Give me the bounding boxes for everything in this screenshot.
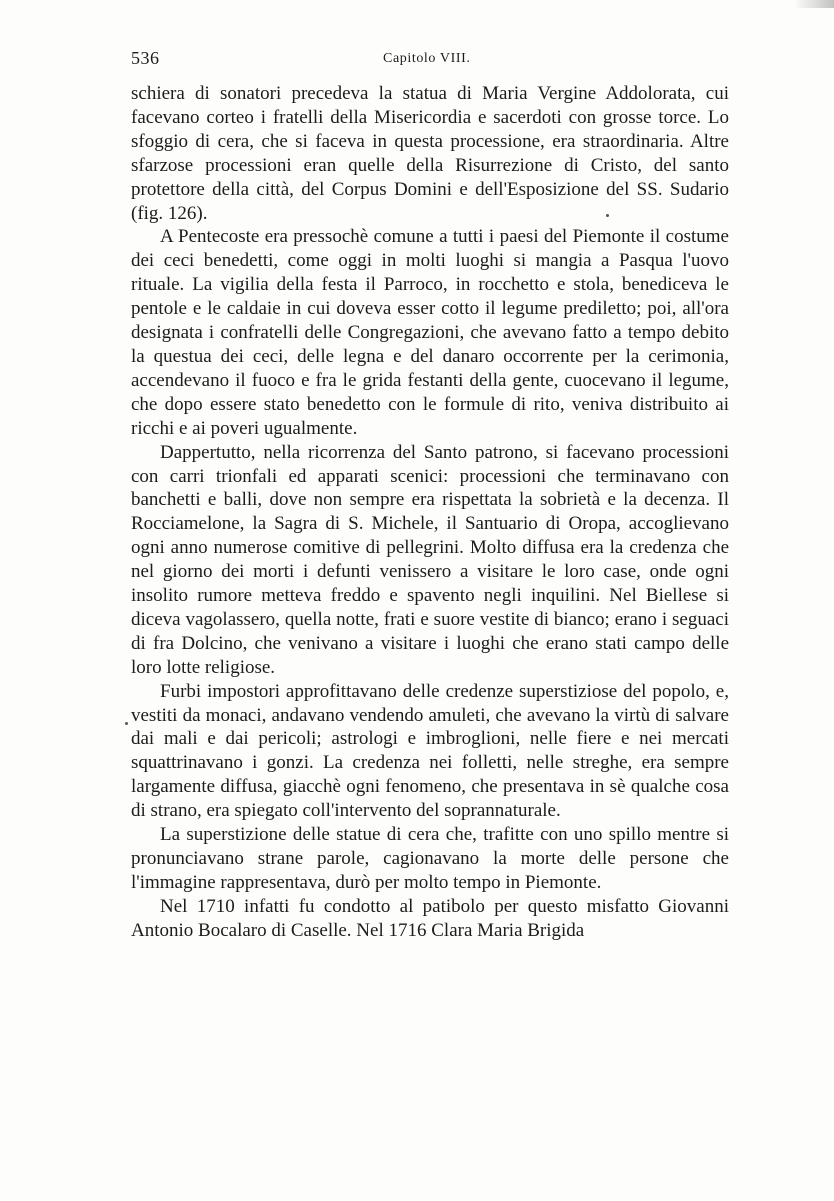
paragraph-2: A Pentecoste era pressochè comune a tutti i paesi del Piemonte il costume dei ceci benedetti, come oggi in molti luoghi si mangia a Pasqua l'uovo rituale. La vigilia della festa il Parroco, in rocchetto e stola, benediceva le pentole e le caldaie in cui doveva esser cotto il legume prediletto; poi, all'ora designata i confratelli delle Congregazioni, che avevano fatto a tempo debito la questua dei ceci, delle legna e del danaro occorrente per la cerimonia, accendevano il fuoco e fra le grida festanti della gente, cuocevano il legume, che dopo essere stato benedetto con le formule di rito, veniva distribuito ai ricchi e ai poveri ugualmente.: [131, 226, 729, 439]
page-number: 536: [131, 48, 160, 68]
speck-mark: [125, 722, 128, 725]
paragraph-1: schiera di sonatori precedeva la statua di Maria Vergine Addolorata, cui facevano corteo i fratelli della Misericordia e sacerdoti con grosse torce. Lo sfoggio di cera, che si faceva in questa processione, era straordinaria. Altre sfarzose processioni eran quelle della Risurrezione di Cristo, del santo protettore della città, del Corpus Domini e dell'Esposizione del SS. Sudario (fig. 126).: [131, 83, 729, 224]
body-text: [131, 82, 729, 943]
page-header: [131, 48, 729, 72]
paragraph-4: Furbi impostori approfittavano delle credenze superstiziose del popolo, e, vestiti da monaci, andavano vendendo amuleti, che avevano la virtù di salvare dai mali e dai pericoli; astrologi e imbroglioni, nelle fiere e nei mercati squattrinavano i gonzi. La credenza nei folletti, nelle streghe, era sempre largamente diffusa, giacchè ogni fenomeno, che presentava in sè qualche cosa di strano, era spiegato coll'intervento del soprannaturale.: [131, 680, 729, 822]
paragraph-5: La superstizione delle statue di cera che, trafitte con uno spillo mentre si pronunciavano strane parole, cagionavano la morte delle persone che l'immagine rappresentava, durò per molto tempo in Piemonte.: [131, 824, 729, 893]
scan-edge-mark: [794, 0, 834, 8]
running-head: Capitolo VIII.: [383, 51, 471, 66]
paragraph-3: Dappertutto, nella ricorrenza del Santo patrono, si facevano processioni con carri trionfali ed apparati scenici: processioni che terminavano con banchetti e balli, dove non sempre era rispettata la sobrietà e la decenza. Il Rocciamelone, la Sagra di S. Michele, il Santuario di Oropa, accoglievano ogni anno numerose comitive di pellegrini. Molto diffusa era la credenza che nel giorno dei morti i defunti venissero a visitare le loro case, onde ogni insolito rumore metteva freddo e spavento negli inquilini. Nel Biellese si diceva vagolassero, quella notte, frati e suore vestite di bianco; erano i seguaci di fra Dolcino, che venivano a visitare i luoghi che erano stati campo delle loro lotte religiose.: [131, 441, 729, 678]
paragraph-6: Nel 1710 infatti fu condotto al patibolo per questo misfatto Giovanni Antonio Bocalaro di Caselle. Nel 1716 Clara Maria Brigida: [131, 895, 729, 941]
speck-mark: [606, 214, 609, 217]
